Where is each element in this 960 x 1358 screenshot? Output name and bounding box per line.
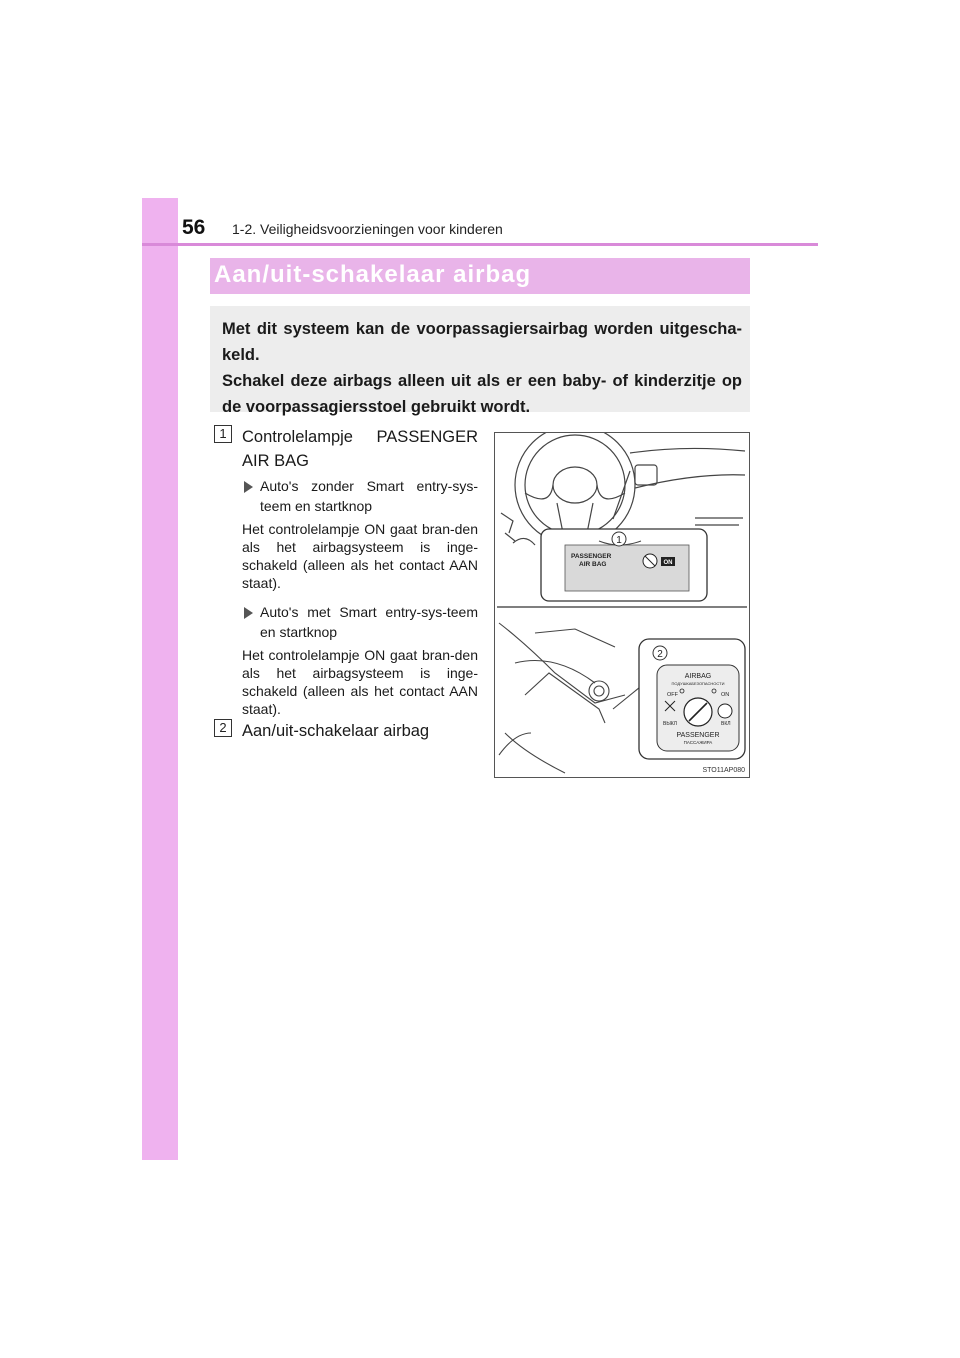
switch-off-label: OFF — [667, 692, 678, 698]
glovebox-line-art — [499, 623, 645, 773]
side-tab-bar — [142, 198, 178, 1160]
switch-bottom-label: PASSENGER — [676, 732, 720, 739]
airbag-on-icon — [718, 704, 732, 718]
switch-bottom-ru-label: ПАССАЖИРА — [683, 740, 713, 745]
indicator-panel-face — [565, 545, 689, 591]
page-number: 56 — [182, 216, 206, 239]
subitem-text-2: Het controlelampje ON gaat bran-den als het airbagsysteem is inge-schakeld (alleen als het contact AAN staat). — [242, 647, 478, 717]
running-head: 1-2. Veiligheidsvoorzieningen voor kinderen — [232, 221, 503, 237]
intro-box — [210, 306, 750, 416]
intro-line-2: Schakel deze airbags alleen uit als er een baby- of kinderzitje op de voorpassagiersstoel gebruikt wordt. — [222, 372, 742, 416]
switch-on-ru-label: ВКЛ — [721, 721, 731, 727]
switch-off-ru-label: ВЫКЛ — [663, 721, 677, 727]
dashboard-line-art — [501, 433, 745, 545]
airbag-illustration — [494, 432, 750, 778]
callout-2: 2 — [657, 649, 663, 660]
item-title-2: Aan/uit-schakelaar airbag — [242, 722, 430, 740]
header-rule — [142, 243, 818, 246]
panel-on-text: ON — [663, 560, 673, 566]
subitem-label-2: Auto's met Smart entry-sys-teem en startknop — [260, 604, 478, 640]
triangle-bullet-icon — [244, 607, 253, 619]
item-number-1: 1 — [214, 425, 232, 443]
illustration-svg — [495, 433, 749, 777]
panel-label-line1: PASSENGER — [571, 553, 612, 560]
subitem-label-1: Auto's zonder Smart entry-sys-teem en startknop — [260, 478, 478, 514]
triangle-bullet-icon — [244, 481, 253, 493]
switch-top-label: AIRBAG — [684, 673, 712, 680]
panel-label-line2: AIR BAG — [579, 561, 607, 568]
item-number-2: 2 — [214, 719, 232, 737]
switch-on-label: ON — [721, 692, 730, 698]
callout-1: 1 — [616, 535, 622, 546]
section-title: Aan/uit-schakelaar airbag — [214, 261, 532, 288]
subitem-text-1: Het controlelampje ON gaat bran-den als het airbagsysteem is inge-schakeld (alleen als het contact AAN staat). — [242, 521, 478, 591]
figure-code: STO11AP080 — [702, 767, 745, 774]
intro-line-1: Met dit systeem kan de voorpassagiersairbag worden uitgescha-keld. — [222, 320, 742, 364]
switch-top-ru-label: ПОДУШКАБЕЗОПАСНОСТИ — [671, 681, 725, 686]
item-title-1: Controlelampje PASSENGER AIR BAG — [242, 428, 478, 470]
